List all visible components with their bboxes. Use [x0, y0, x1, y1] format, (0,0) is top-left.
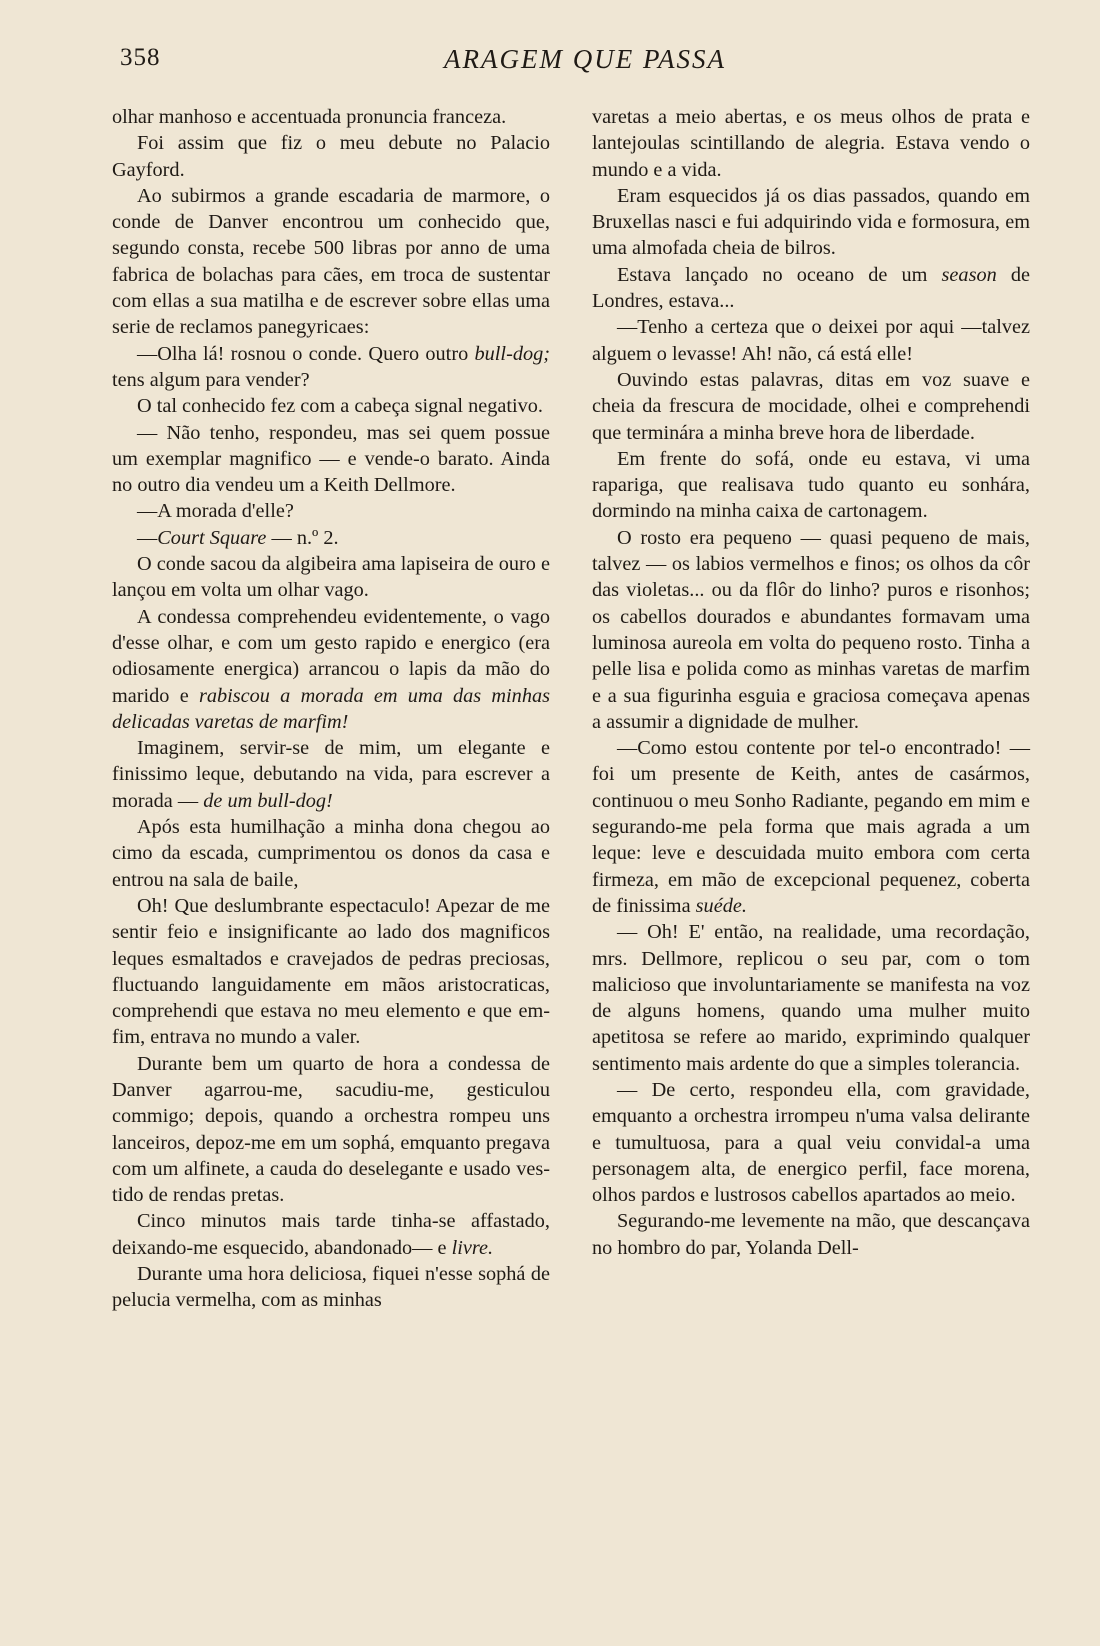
running-title: ARAGEM QUE PASSA: [444, 44, 726, 74]
paragraph: —Tenho a certeza que o deixei por aqui —talvez alguem o levasse! Ah! não, cá está elle!: [592, 316, 1030, 365]
paragraph: Foi assim que fiz o meu debute no Palacio Gayford.: [112, 132, 550, 181]
paragraph: —A morada d'elle?: [137, 500, 294, 523]
paragraph: Cinco minutos mais tarde tinha-se affastado, deixando-me esquecido, abandonado— e livre.: [112, 1210, 550, 1259]
page-number: 358: [120, 44, 161, 71]
paragraph: Segurando-me levemente na mão, que descançava no hombro do par, Yolanda Dell-: [592, 1210, 1030, 1259]
paragraph: Estava lançado no oceano de um season de Londres, estava...: [592, 263, 1030, 313]
paragraph: Após esta humilhação a minha dona chegou ao cimo da escada, cumprimentou os donos da casa e entrou na sala de baile,: [112, 816, 550, 891]
paragraph: — De certo, respondeu ella, com gravidade, emquanto a orchestra irrompeu n'uma valsa delirante e tumultuosa, para a qual veiu convidal-a uma personagem alta, de energico perfil, face morena, olhos pardos e lustrosos cabellos apartados ao meio.: [592, 1078, 1030, 1207]
left-text-column: [112, 104, 550, 1314]
paragraph: O rosto era pequeno — quasi pequeno de mais, talvez — os labios vermelhos e finos; os olhos da côr das violetas... ou da flôr do linho? puros e risonhos; os cabellos dourados e abundantes formavam uma luminosa aureola em volta do pequeno rosto. Tinha a pelle lisa e polida como as minhas varetas de marfim e a sua figurinha esguia e graciosa começava apenas a assumir a dignidade de mulher.: [592, 526, 1030, 733]
paragraph: A condessa comprehendeu evidentemente, o vago d'esse olhar, e com um gesto rapido e energico (era odiosamente energica) arrancou o lapis da mão do marido e rabiscou a morada em uma das minhas delicadas varetas de marfim!: [112, 605, 551, 733]
paragraph: Imaginem, servir-se de mim, um elegante e finissimo leque, debutando na vida, para escrever a morada — de um bull-dog!: [112, 737, 550, 812]
paragraph: — Oh! E' então, na realidade, uma recordação, mrs. Dellmore, replicou o seu par, com o tom malicioso que involuntariamente se manifesta na voz de alguns homens, quando uma mulher muito apetitosa se refere ao marido, exprimindo qualquer sentimento mais ardente do que a simples tolerancia.: [592, 921, 1030, 1075]
paragraph: Em frente do sofá, onde eu estava, vi uma rapariga, que realisava tudo quanto eu sonhára, dormindo na minha caixa de cartonagem.: [592, 447, 1030, 523]
paragraph: —Court Square — n.º 2.: [137, 526, 339, 549]
paragraph: O tal conhecido fez com a cabeça signal negativo.: [137, 395, 544, 418]
paragraph: —Como estou contente por tel-o encontrado! — foi um presente de Keith, antes de casármos, continuou o meu Sonho Radiante, pegando em mim e segurando-me pela forma que mais agrada a um leque: leve e descuidada muito embora com certa firmeza, em mão de excepcional pequenez, coberta de finissima suéde.: [592, 737, 1030, 917]
right-text-column: [592, 104, 1030, 1261]
paragraph: Ao subirmos a grande escadaria de marmore, o conde de Danver encontrou um conhecido que, segundo consta, recebe 500 libras por anno de uma fabrica de bolachas para cães, em troca de sustentar com ellas a sua matilha e de escrever sobre ellas uma serie de reclamos panegyricaes:: [112, 184, 550, 339]
paragraph: Oh! Que deslumbrante espectaculo! Apezar de me sentir feio e insignificante ao lado dos magnificos leques esmaltados e cravejados de pedras preciosas, fluctuando languidamente em mãos aristocraticas, comprehendi que estava no meu elemento e que emfim, entrava no mundo a valer.: [112, 894, 550, 1049]
paragraph: olhar manhoso e accentuada pronuncia franceza.: [112, 106, 507, 128]
paragraph: varetas a meio abertas, e os meus olhos de prata e lantejoulas scintillando de alegria. Estava vendo o mundo e a vida.: [592, 106, 1030, 181]
page-header: [120, 44, 1050, 84]
paragraph: — Não tenho, respondeu, mas sei quem possue um exemplar magnifico — e vende-o barato. Ainda no outro dia vendeu um a Keith Dellmore.: [112, 421, 550, 497]
paragraph: Ouvindo estas palavras, ditas em voz suave e cheia da frescura de mocidade, olhei e comprehendi que terminára a minha breve hora de liberdade.: [592, 368, 1030, 444]
paragraph: Durante bem um quarto de hora a condessa de Danver agarrou-me, sacudiu-me, gesticulou commigo; depois, quando a orchestra rompeu uns lanceiros, depoz-me em um sophá, emquanto pregava com um alfinete, a cauda do deselegante e usado vestido de rendas pretas.: [112, 1052, 550, 1207]
paragraph: Durante uma hora deliciosa, fiquei n'esse sophá de pelucia vermelha, com as minhas: [112, 1263, 550, 1312]
paragraph: Eram esquecidos já os dias passados, quando em Bruxellas nasci e fui adquirindo vida e formosura, em uma almofada cheia de bilros.: [592, 184, 1030, 260]
paragraph: —Olha lá! rosnou o conde. Quero outro bull-dog; tens algum para vender?: [112, 342, 550, 391]
paragraph: O conde sacou da algibeira ama lapiseira de ouro e lançou em volta um olhar vago.: [112, 553, 550, 602]
